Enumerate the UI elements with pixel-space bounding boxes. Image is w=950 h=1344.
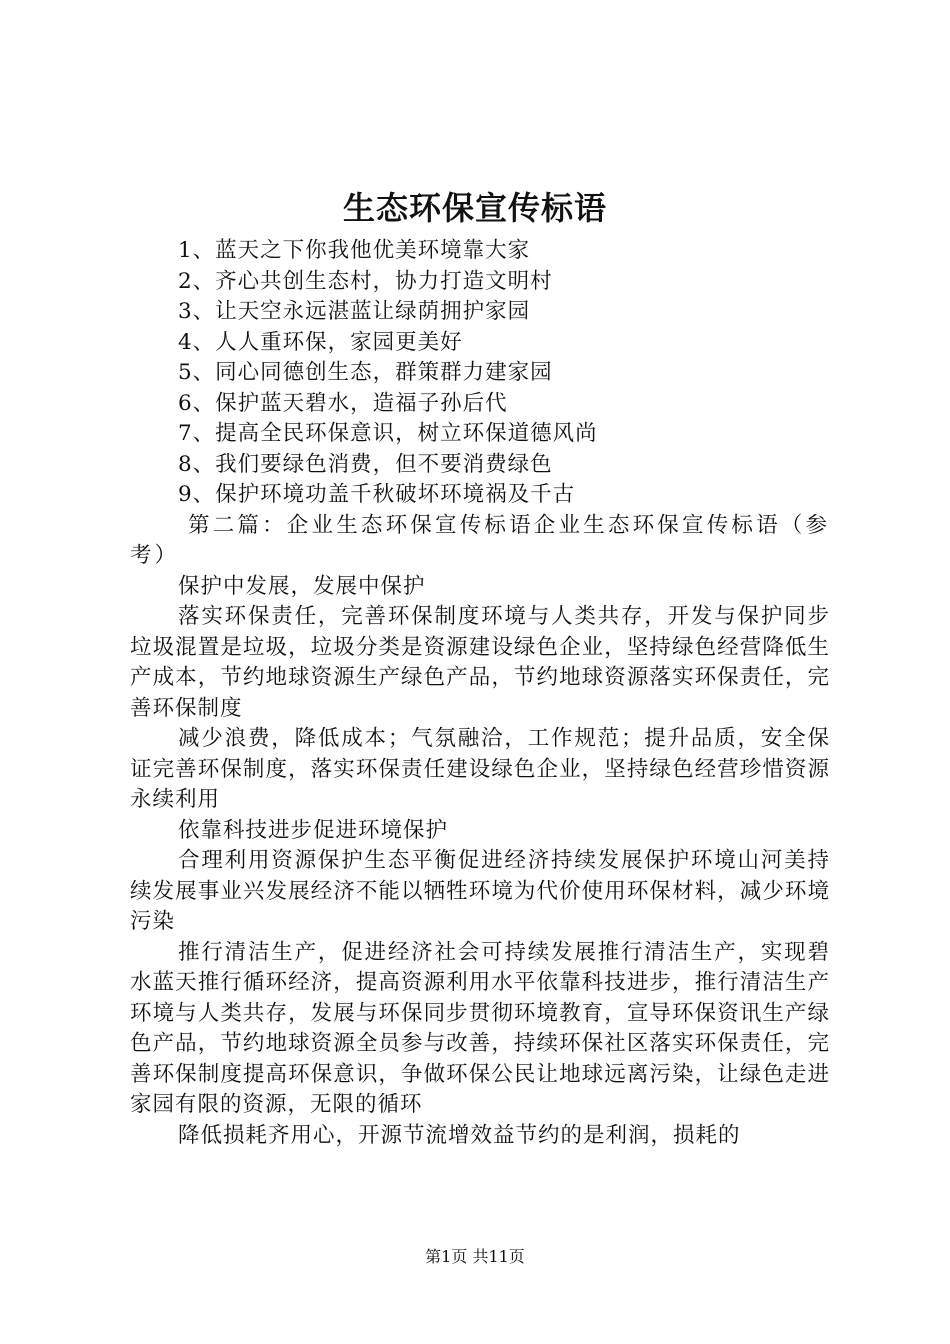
paragraph: 保护中发展，发展中保护 — [178, 573, 426, 599]
list-item: 6、保护蓝天碧水，造福子孙后代 — [178, 390, 508, 416]
section-heading: 第二篇：企业生态环保宣传标语企业生态环保宣传标语（参考） — [130, 512, 830, 568]
list-item: 2、齐心共创生态村，协力打造文明村 — [178, 268, 553, 294]
paragraph: 推行清洁生产，促进经济社会可持续发展推行清洁生产，实现碧水蓝天推行循环经济，提高资源利用水平依靠科技进步，推行清洁生产环境与人类共存，发展与环保同步贯彻环境教育，宣导环保资讯生产绿色产品，节约地球资源全员参与改善，持续环保社区落实环保责任，完善环保制度提高环保意识，争做环保公民让地球远离污染，让绿色走进家园有限的资源，无限的循环 — [130, 939, 830, 1117]
paragraph: 依靠科技进步促进环境保护 — [178, 817, 449, 843]
list-item: 7、提高全民环保意识，树立环保道德风尚 — [178, 421, 598, 446]
document-title: 生态环保宣传标语 — [342, 189, 607, 227]
page-footer: 第1页 共11页 — [425, 1247, 525, 1266]
list-item: 1、蓝天之下你我他优美环境靠大家 — [178, 238, 531, 263]
paragraph: 减少浪费，降低成本；气氛融洽，工作规范；提升品质，安全保证完善环保制度，落实环保责任建设绿色企业，坚持绿色经营珍惜资源永续利用 — [130, 726, 830, 812]
paragraph: 降低损耗齐用心，开源节流增效益节约的是利润，损耗的 — [178, 1122, 741, 1148]
paragraph: 落实环保责任，完善环保制度环境与人类共存，开发与保护同步垃圾混置是垃圾，垃圾分类是资源建设绿色企业，坚持绿色经营降低生产成本，节约地球资源生产绿色产品，节约地球资源落实环保责任，完善环保制度 — [130, 604, 830, 721]
paragraph: 合理利用资源保护生态平衡促进经济持续发展保护环境山河美持续发展事业兴发展经济不能以牺牲环境为代价使用环保材料，减少环境污染 — [130, 848, 830, 934]
document-body — [130, 236, 830, 1151]
list-item: 8、我们要绿色消费，但不要消费绿色 — [178, 451, 553, 477]
list-item: 4、人人重环保，家园更美好 — [178, 329, 463, 355]
list-item: 3、让天空永远湛蓝让绿荫拥护家园 — [178, 299, 531, 324]
list-item: 9、保护环境功盖千秋破坏环境祸及千古 — [178, 482, 576, 507]
list-item: 5、同心同德创生态，群策群力建家园 — [178, 360, 553, 385]
